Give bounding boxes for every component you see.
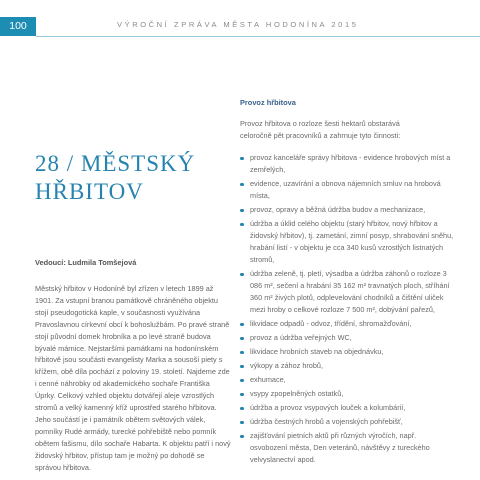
- list-item: údržba a provoz vsypových louček a kolumbárií,: [240, 402, 455, 414]
- intro-column: [35, 283, 232, 474]
- section-intro: Provoz hřbitova o rozloze šesti hektarů obstarává celoročně pět pracovníků a zahrnuje tyto činnosti:: [240, 119, 401, 140]
- department-head: Vedoucí: Ludmila Tomšejová: [35, 258, 137, 267]
- list-item: údržba zeleně, tj. pletí, výsadba a údržba záhonů o rozloze 3 086 m², sečení a hrabání 35 162 m² travnatých ploch, stříhání 360 m² živých plotů, odplevelování chodníků a čištění uliček mezi hroby o celkové rozloze 7 500 m², dobývání pařezů,: [240, 268, 455, 316]
- chapter-title: [35, 150, 225, 206]
- chapter-title-line-2: HŘBITOV: [35, 179, 144, 204]
- list-item: vsypy zpopelněných ostatků,: [240, 388, 455, 400]
- list-item: údržba a úklid celého objektu (starý hřbitov, nový hřbitov a židovský hřbitov), tj. zametání, zimní posyp, shrabování sněhu, hrabání listí - v objektu je cca 340 kusů vzrostlých listnatých stromů,: [240, 218, 455, 266]
- page-number: 100: [0, 17, 36, 36]
- chapter-title-line-1: 28 / MĚSTSKÝ: [35, 151, 196, 176]
- list-item: likvidace odpadů - odvoz, třídění, shromažďování,: [240, 318, 455, 330]
- list-item: provoz, opravy a běžná údržba budov a mechanizace,: [240, 204, 455, 216]
- list-item: likvidace hrobních staveb na objednávku,: [240, 346, 455, 358]
- list-item: údržba čestných hrobů a vojenských pohřebišť,: [240, 416, 455, 428]
- list-item: provoz kanceláře správy hřbitova - evidence hrobových míst a zemřelých,: [240, 152, 455, 176]
- activity-list: [240, 152, 455, 466]
- running-head: VÝROČNÍ ZPRÁVA MĚSTA HODONÍNA 2015: [117, 20, 359, 29]
- list-item: provoz a údržba veřejných WC,: [240, 332, 455, 344]
- list-item: zajišťování pietních aktů při různých výročích, např. osvobození města, Den veteránů, návštěvy z tureckého velvyslanectví apod.: [240, 430, 455, 466]
- section-title: Provoz hřbitova: [240, 98, 296, 107]
- history-paragraph: Městský hřbitov v Hodoníně byl zřízen v letech 1899 až 1901. Za vstupní branou památkově chráněného objektu stojí pseudogotická kaple, v současnosti využívána Pravoslavnou církevní obcí k bohoslužbám. Po pravé straně stojí původní domek hrobníka a po levé straně budova bývalé márnice. Nejstaršími památkami na hodonínském hřbitově jsou součásti evangelisty Marka a sousoší piety s křížem, obě díla pochází z poloviny 19. století. Najdeme zde i cenné náhrobky od akademického sochaře Františka Úprky. Celkový vzhled objektu dotvářejí aleje vzrostlých stromů a velký kamenný kříž uprostřed starého hřbitova. Jeho součástí je i památník obětem světových válek, pomníky Rudé armády, turecké pohřebiště nebo pomník obětem fašismu, dílo sochaře Habarta. K objektu patří i nový židovský hřbitov, přístup tam je možný po dohodě se správou hřbitova.: [35, 284, 231, 472]
- operations-column: [240, 97, 455, 468]
- list-item: evidence, uzavírání a obnova nájemních smluv na hrobová místa,: [240, 178, 455, 202]
- list-item: výkopy a zához hrobů,: [240, 360, 455, 372]
- header-rule: [36, 36, 480, 37]
- list-item: exhumace,: [240, 374, 455, 386]
